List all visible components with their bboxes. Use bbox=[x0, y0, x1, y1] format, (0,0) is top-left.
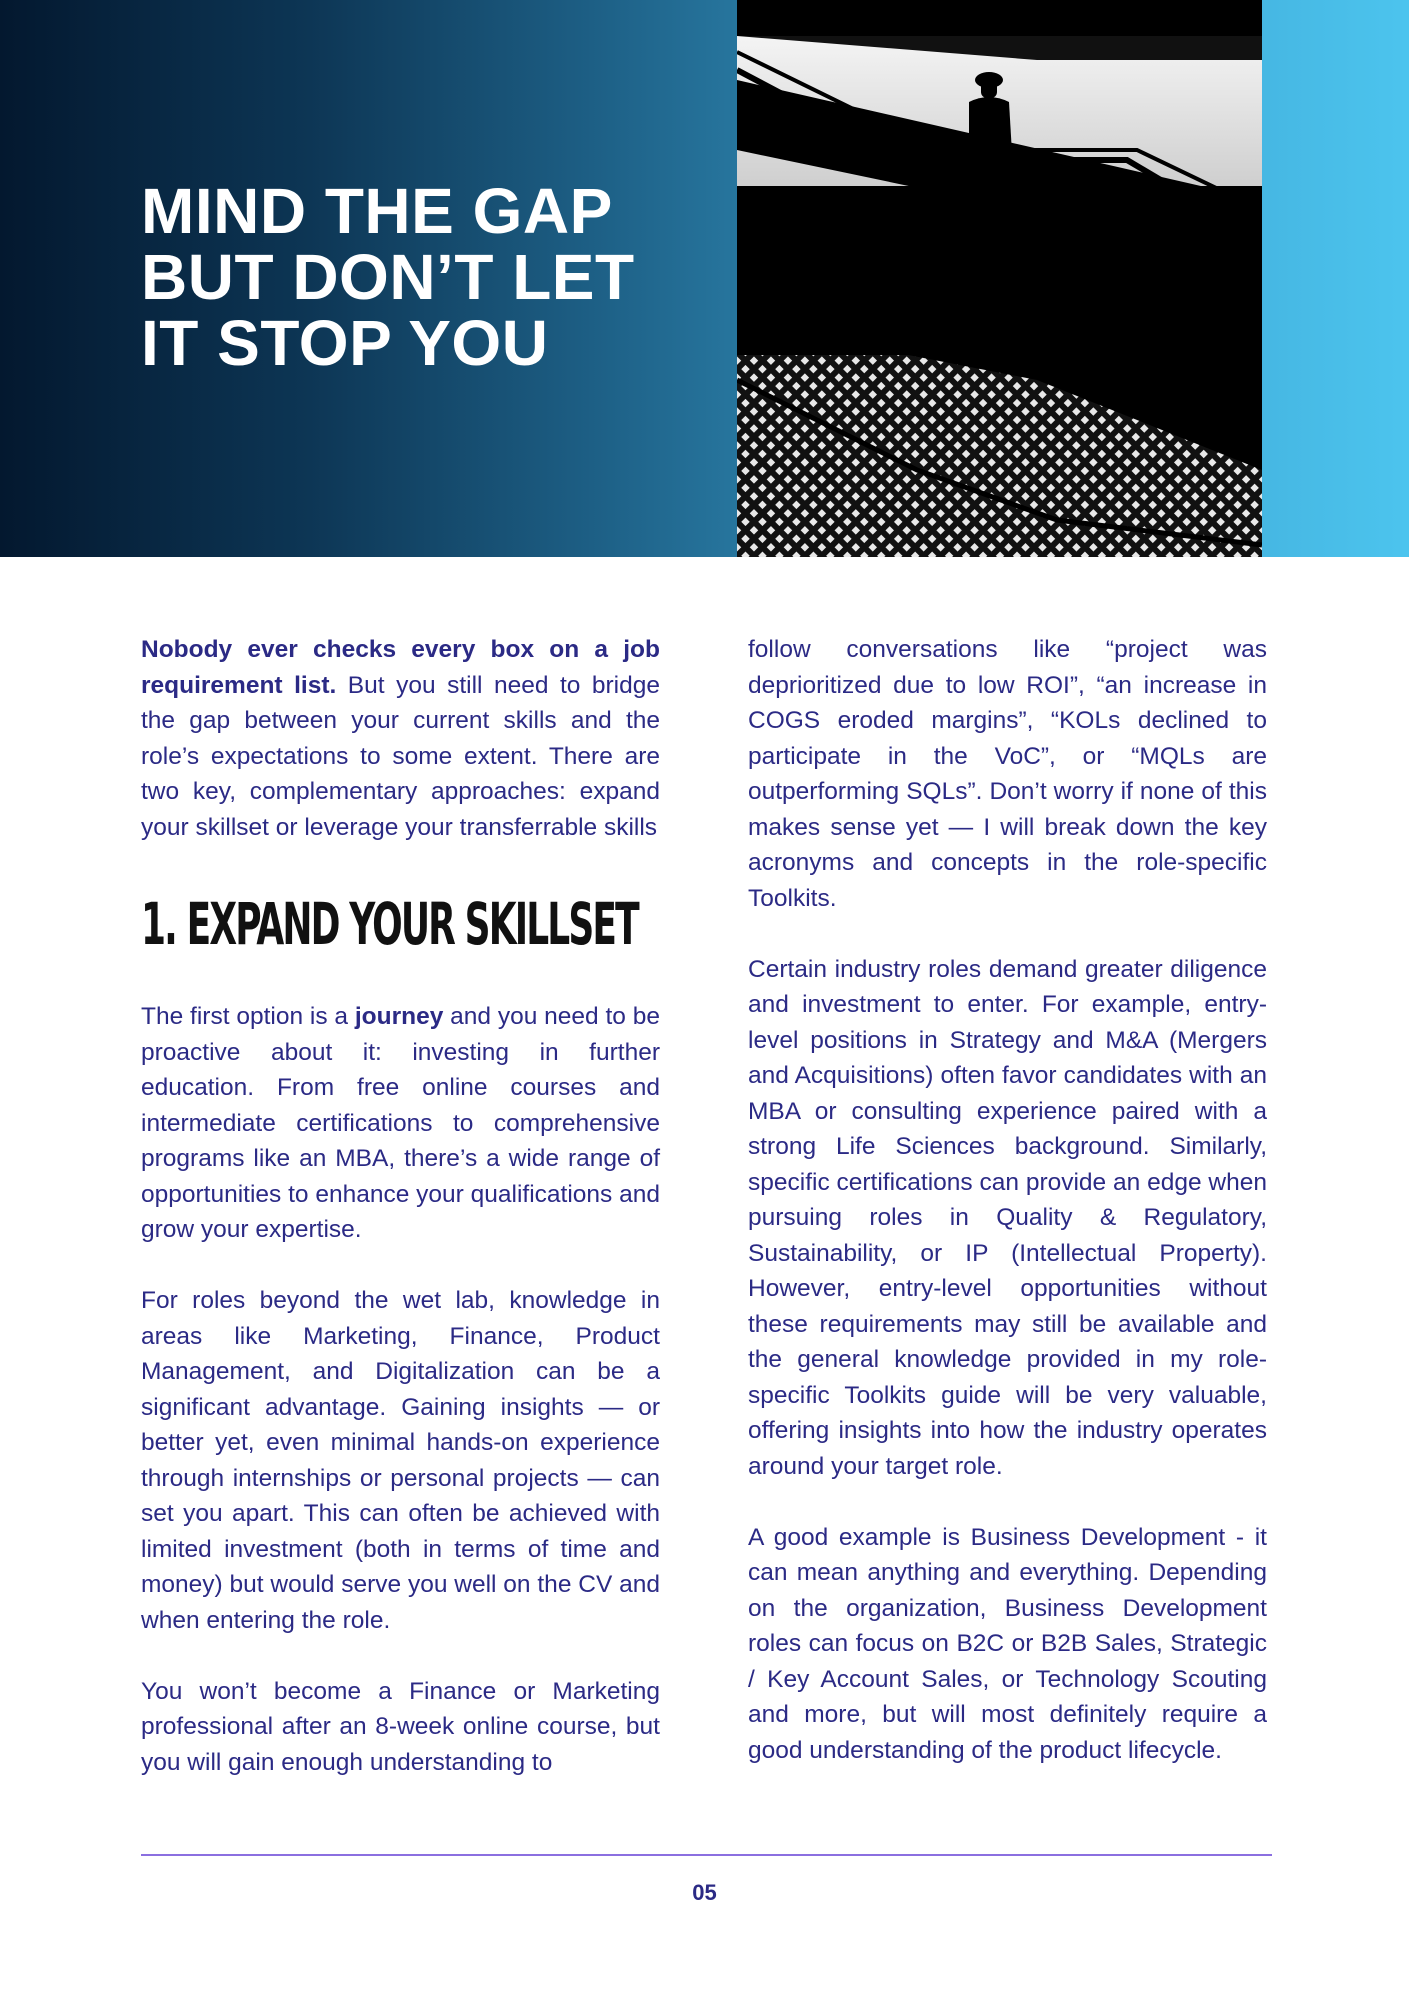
staircase-photo bbox=[737, 0, 1262, 557]
intro-bold: Nobody ever checks every box on a job requirement list. bbox=[141, 636, 660, 699]
section-heading: 1. EXPAND YOUR SKILLSET bbox=[141, 890, 638, 958]
paragraph: You won’t become a Finance or Marketing professional after an 8-week online course, but you will gain enough understanding to bbox=[141, 1677, 660, 1776]
title-line-2: BUT DON’T LET bbox=[141, 241, 635, 313]
right-column bbox=[748, 632, 1267, 1768]
page-title bbox=[141, 175, 635, 379]
hero-banner bbox=[0, 0, 1409, 557]
paragraph: For roles beyond the wet lab, knowledge in areas like Marketing, Finance, Product Management, and Digitalization can be a significant advantage. Gaining insights — or better yet, even minimal hands-on experience through internships or personal projects — can set you apart. This can often be achieved with limited investment (both in terms of time and money) but would serve you well on the CV and when entering the role. bbox=[141, 1287, 660, 1634]
paragraph: Certain industry roles demand greater diligence and investment to enter. For example, entry-level positions in Strategy and M&A (Mergers and Acquisitions) often favor candidates with an MBA or consulting experience paired with a strong Life Sciences background. Similarly, specific certifications can provide an edge when pursuing roles in Quality & Regulatory, Sustainability, or IP (Intellectual Property). However, entry-level opportunities without these requirements may still be available and the general knowledge provided in my role-specific Toolkits guide will be very valuable, offering insights into how the industry operates around your target role. bbox=[748, 955, 1267, 1480]
left-column bbox=[141, 632, 660, 1780]
paragraph bbox=[141, 999, 660, 1248]
intro-text: But you still need to bridge the gap between your current skills and the role’s expectations to some extent. There are two key, complementary approaches: expand your skillset or leverage your transferrable skills bbox=[141, 671, 660, 841]
paragraph: A good example is Business Development - it can mean anything and everything. Depending on the organization, Business Development roles can focus on B2C or B2B Sales, Strategic / Key Account Sales, or Technology Scouting and more, but will most definitely require a good understanding of the product lifecycle. bbox=[748, 1523, 1267, 1764]
text-run: and you need to be proactive about it: investing in further education. From free online courses and intermediate certifications to comprehensive programs like an MBA, there’s a wide range of opportunities to enhance your qualifications and grow your expertise. bbox=[141, 1003, 660, 1243]
page-number: 05 bbox=[692, 1880, 717, 1905]
intro-paragraph bbox=[141, 632, 660, 845]
text-run: The first option is a bbox=[141, 1003, 355, 1030]
title-line-1: MIND THE GAP bbox=[141, 175, 613, 247]
footer-divider bbox=[141, 1854, 1272, 1856]
paragraph: follow conversations like “project was deprioritized due to low ROI”, “an increase in COGS eroded margins”, “KOLs declined to participate in the VoC”, or “MQLs are outperforming SQLs”. Don’t worry if none of this makes sense yet — I will break down the key acronyms and concepts in the role-specific Toolkits. bbox=[748, 636, 1267, 912]
title-line-3: IT STOP YOU bbox=[141, 307, 549, 379]
emphasis: journey bbox=[354, 1003, 444, 1030]
